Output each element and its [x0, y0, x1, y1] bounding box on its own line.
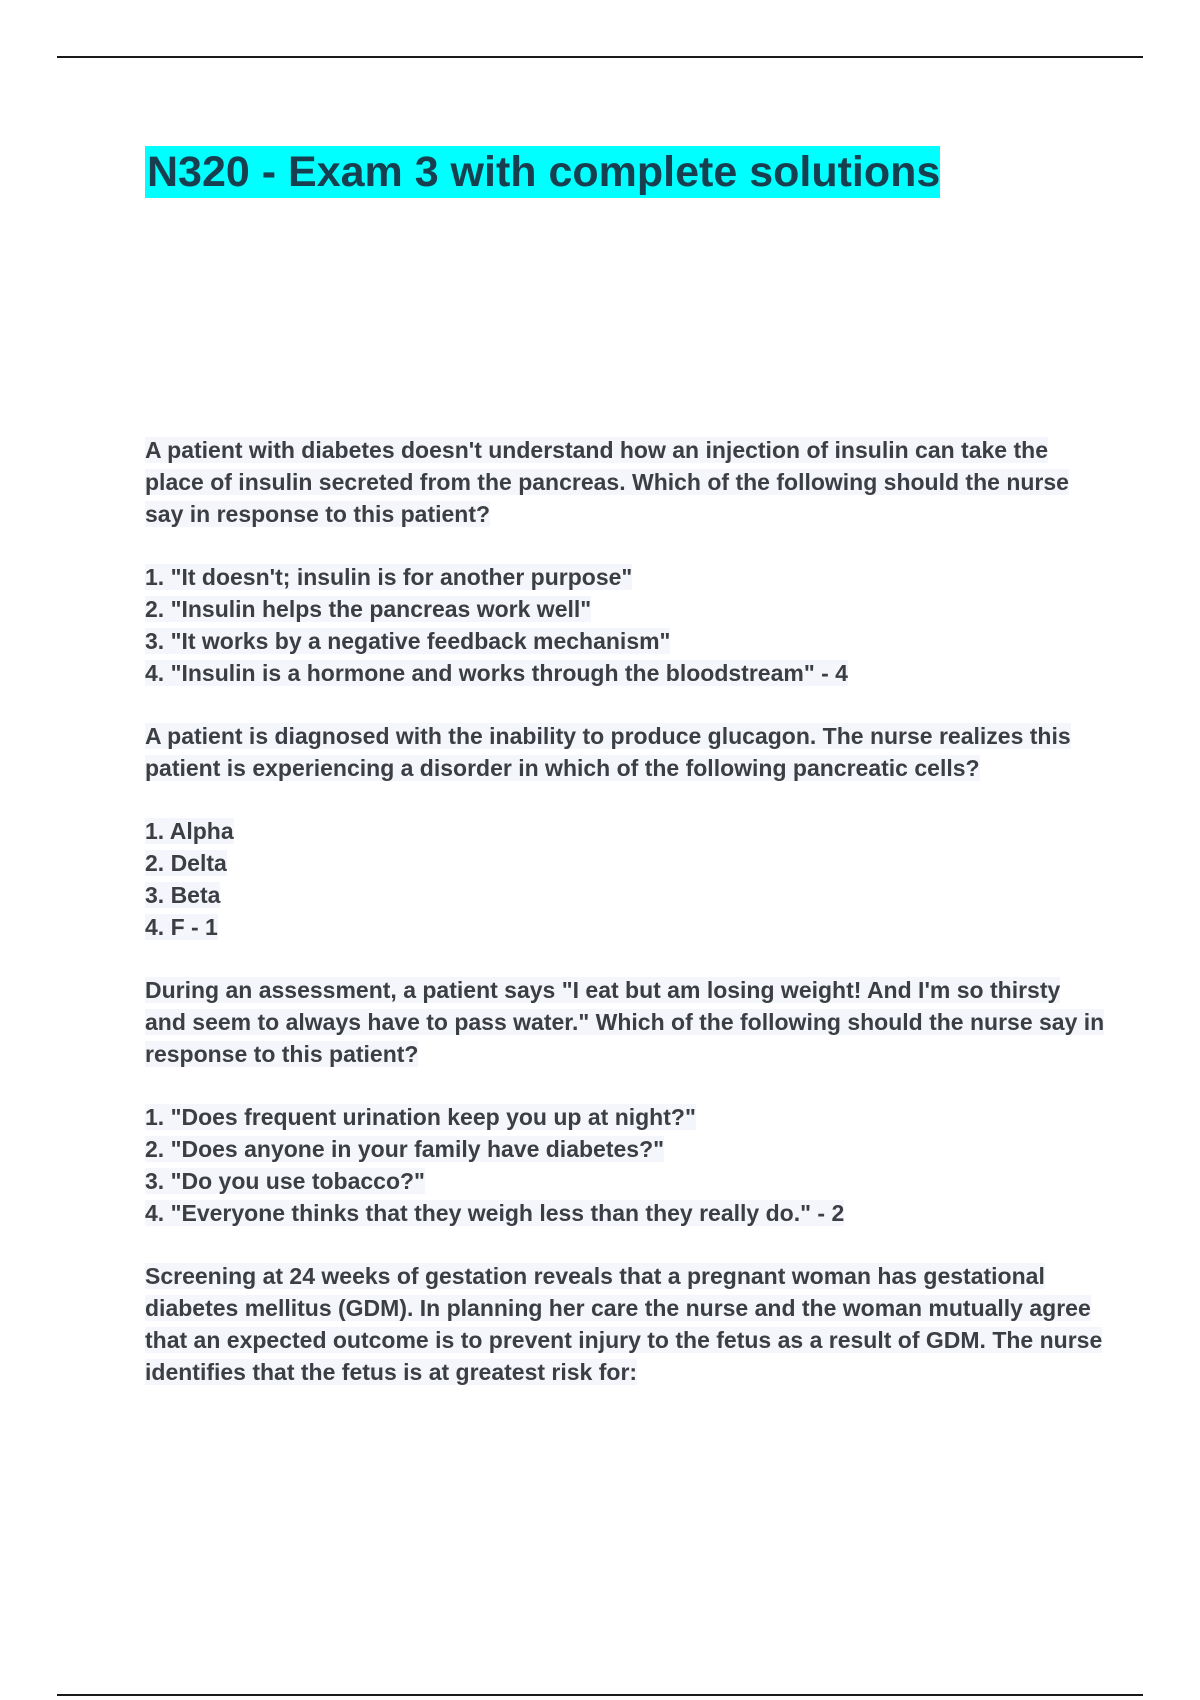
top-rule: [57, 56, 1143, 58]
questions-list: [145, 434, 1105, 1419]
question-1: [145, 434, 1105, 530]
question-4-prompt: Screening at 24 weeks of gestation reveals that a pregnant woman has gestational diabetes mellitus (GDM). In planning her care the nurse and the woman mutually agree that an expected outcome is to prevent injury to the fetus as a result of GDM. The nurse identifies that the fetus is at greatest risk for:: [145, 1263, 1103, 1385]
option-item: 2. Delta: [145, 850, 227, 876]
question-3-prompt: During an assessment, a patient says "I eat but am losing weight! And I'm so thirsty and seem to always have to pass water." Which of the following should the nurse say in response to this patient?: [145, 977, 1105, 1067]
option-item: 1. "It doesn't; insulin is for another purpose": [145, 564, 633, 590]
option-item: 3. "It works by a negative feedback mechanism": [145, 628, 671, 654]
option-item: 4. "Insulin is a hormone and works through the bloodstream" - 4: [145, 660, 848, 686]
title-block: [145, 146, 940, 198]
option-item: 3. Beta: [145, 882, 221, 908]
question-1-prompt: A patient with diabetes doesn't understand how an injection of insulin can take the place of insulin secreted from the pancreas. Which of the following should the nurse say in response to this patient?: [145, 437, 1069, 527]
document-title: N320 - Exam 3 with complete solutions: [147, 148, 941, 196]
option-item: 4. "Everyone thinks that they weigh less than they really do." - 2: [145, 1200, 845, 1226]
question-2-prompt: A patient is diagnosed with the inability to produce glucagon. The nurse realizes this patient is experiencing a disorder in which of the following pancreatic cells?: [145, 723, 1071, 781]
question-3: [145, 974, 1105, 1070]
option-item: 4. F - 1: [145, 914, 218, 940]
option-item: 1. "Does frequent urination keep you up at night?": [145, 1104, 696, 1130]
question-4: [145, 1260, 1105, 1388]
question-2: [145, 720, 1105, 784]
question-2-options: [145, 815, 1105, 943]
option-item: 3. "Do you use tobacco?": [145, 1168, 425, 1194]
question-3-options: [145, 1101, 1105, 1229]
bottom-rule: [57, 1694, 1143, 1696]
option-item: 1. Alpha: [145, 818, 234, 844]
question-1-options: [145, 561, 1105, 689]
option-item: 2. "Does anyone in your family have diabetes?": [145, 1136, 665, 1162]
option-item: 2. "Insulin helps the pancreas work well": [145, 596, 592, 622]
